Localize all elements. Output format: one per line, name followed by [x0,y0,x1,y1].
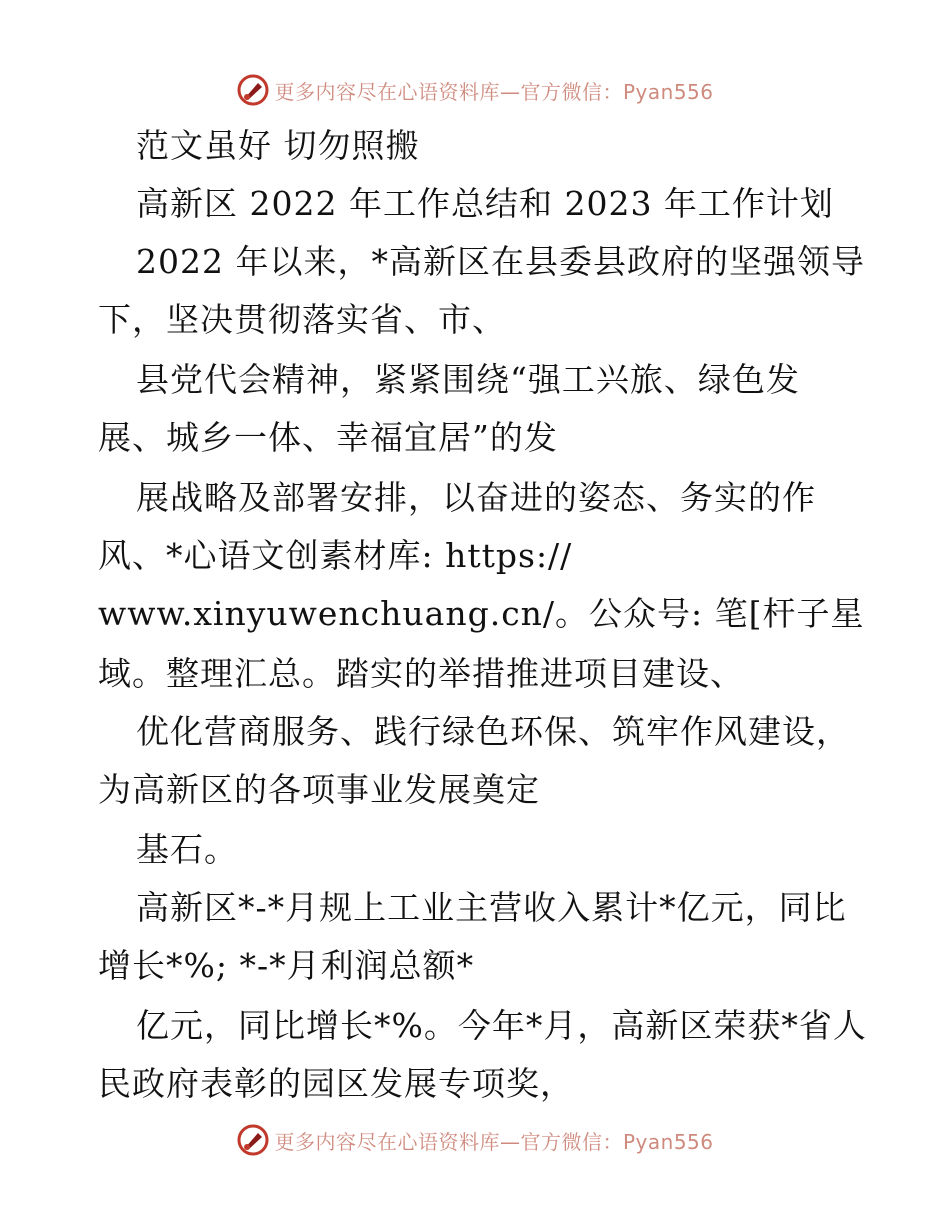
doc-line: 域。整理汇总。踏实的举措推进项目建设、 [98,654,744,693]
pen-nib-logo-icon [236,73,270,107]
banner-text: 更多内容尽在心语资料库—官方微信：Pyan556 [274,1129,714,1154]
doc-line: 高新区*-*月规上工业主营收入累计*亿元，同比 [136,888,847,927]
footer-banner [0,1120,950,1160]
doc-line: 展战略及部署安排，以奋进的姿态、务实的作 [136,478,816,517]
banner-text: 更多内容尽在心语资料库—官方微信：Pyan556 [274,79,714,104]
doc-line: 优化营商服务、践行绿色环保、筑牢作风建设， [136,712,850,751]
doc-line: 基石。 [136,830,238,869]
doc-line: 为高新区的各项事业发展奠定 [98,770,540,809]
doc-line: 风、*心语文创素材库: https:// [98,536,573,575]
doc-line: 县党代会精神，紧紧围绕“强工兴旅、绿色发 [136,360,800,399]
doc-line: 下，坚决贯彻落实省、市、 [98,300,506,339]
doc-line: 民政府表彰的园区发展专项奖， [98,1064,574,1103]
doc-line: www.xinyuwenchuang.cn/。公众号: 笔[杆子星 [98,594,865,633]
doc-line-disclaimer: 范文虽好 切勿照搬 [136,126,420,165]
doc-line: 展、城乡一体、幸福宜居”的发 [98,418,558,457]
doc-line: 2022 年以来，*高新区在县委县政府的坚强领导 [136,242,865,281]
doc-line: 增长*%; *-*月利润总额* [98,946,475,985]
doc-line: 亿元，同比增长*%。今年*月，高新区荣获*省人 [136,1006,867,1045]
header-banner [0,70,950,110]
pen-nib-logo-icon [236,1123,270,1157]
doc-title: 高新区 2022 年工作总结和 2023 年工作计划 [136,184,834,223]
